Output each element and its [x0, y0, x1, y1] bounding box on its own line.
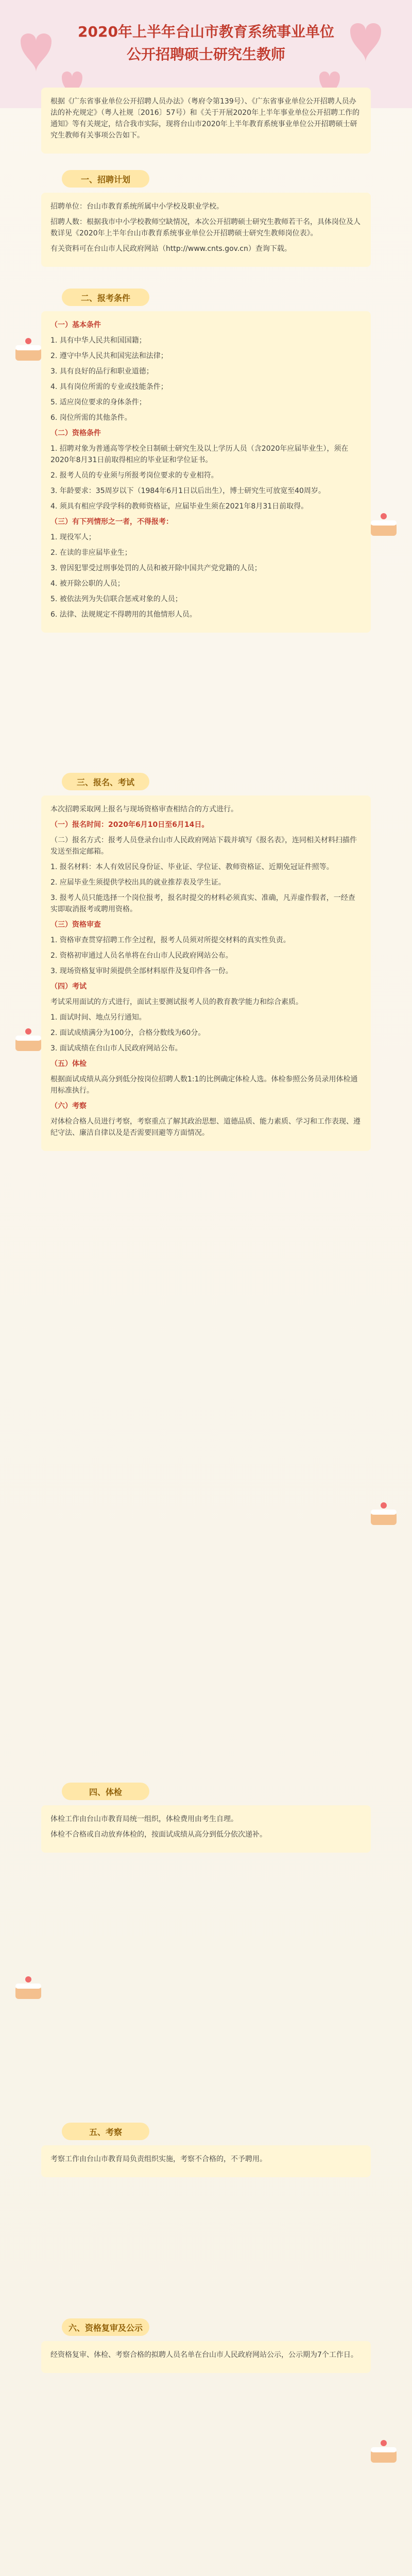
cake-icon [10, 1020, 46, 1056]
s2-line-3: 2. 遵守中华人民共和国宪法和法律； [50, 352, 168, 360]
page-title [0, 21, 412, 66]
section-1-card [41, 193, 371, 267]
intro-card [41, 88, 371, 154]
s1-line-3: 有关资料可在台山市人民政府网站（http://www.cnts.gov.cn）查询下载。 [50, 245, 291, 253]
s3-line-3: （二）报名方式：报考人员登录台山市人民政府网站下载并填写《报名表》，连同相关材料扫描件发送至指定邮箱。 [50, 836, 357, 856]
s3-line-6: 3. 报考人员只能选择一个岗位报考，报名时提交的材料必须真实、准确，凡弄虚作假者，一经查实即取消报考或聘用资格。 [50, 894, 355, 913]
s2-line-11: 3. 年龄要求：35周岁以下（1984年6月1日以后出生），博士研究生可放宽至40周岁。 [50, 487, 325, 495]
s5-line-1: 考察工作由台山市教育局负责组织实施，考察不合格的，不予聘用。 [50, 2155, 267, 2163]
section-4-tag: 四、体检 [62, 1783, 149, 1800]
s3-line-11: （四）考试 [50, 982, 87, 991]
s2-line-15: 2. 在读的非应届毕业生； [50, 549, 132, 557]
s3-line-8: 1. 资格审查贯穿招聘工作全过程，报考人员须对所提交材料的真实性负责。 [50, 936, 290, 944]
section-2-tag: 二、报考条件 [62, 289, 149, 306]
s3-line-19: 对体检合格人员进行考察，考察重点了解其政治思想、道德品质、能力素质、学习和工作表现、遵纪守法、廉洁自律以及是否需要回避等方面情况。 [50, 1117, 360, 1137]
section-3-tag: 三、报名、考试 [62, 773, 149, 790]
s1-line-1: 招聘单位：台山市教育系统所属中小学校及职业学校。 [50, 202, 224, 211]
s6-line-1: 经资格复审、体检、考察合格的拟聘人员名单在台山市人民政府网站公示，公示期为7个工作日。 [50, 2351, 358, 2359]
s2-line-5: 4. 具有岗位所需的专业或技能条件； [50, 383, 168, 391]
s3-line-12: 考试采用面试的方式进行，面试主要测试报考人员的教育教学能力和综合素质。 [50, 998, 303, 1006]
s2-line-16: 3. 曾因犯罪受过刑事处罚的人员和被开除中国共产党党籍的人员； [50, 564, 262, 572]
s2-line-10: 2. 报考人员的专业须与所报考岗位要求的专业相符。 [50, 471, 218, 480]
s2-line-8: （二）资格条件 [50, 429, 101, 437]
s3-line-10: 3. 现场资格复审时须提供全部材料原件及复印件各一份。 [50, 967, 233, 975]
title-line-2: 公开招聘硕士研究生教师 [126, 46, 285, 63]
cake-icon [10, 1968, 46, 2004]
s2-line-2: 1. 具有中华人民共和国国籍； [50, 336, 146, 345]
section-6-card [41, 2341, 371, 2373]
s3-line-9: 2. 资格初审通过人员名单将在台山市人民政府网站公布。 [50, 952, 233, 960]
cake-icon [366, 505, 402, 541]
s2-line-19: 6. 法律、法规规定不得聘用的其他情形人员。 [50, 611, 197, 619]
cake-icon [366, 2432, 402, 2468]
s3-line-14: 2. 面试成绩满分为100分，合格分数线为60分。 [50, 1029, 205, 1037]
s4-line-1: 体检工作由台山市教育局统一组织，体检费用由考生自理。 [50, 1815, 238, 1823]
section-6-tag: 六、资格复审及公示 [62, 2318, 149, 2336]
s2-line-12: 4. 须具有相应学段学科的教师资格证，应届毕业生须在2021年8月31日前取得。 [50, 502, 308, 511]
section-5-card [41, 2145, 371, 2177]
s3-line-1: 本次招聘采取网上报名与现场资格审查相结合的方式进行。 [50, 805, 238, 814]
s1-line-2: 招聘人数：根据我市中小学校教师空缺情况，本次公开招聘硕士研究生教师若干名，具体岗位及人数详见《2020年上半年台山市教育系统事业单位公开招聘硕士研究生教师岗位表》。 [50, 218, 360, 238]
cake-icon [10, 330, 46, 366]
s2-line-1: （一）基本条件 [50, 321, 101, 329]
s3-line-5: 2. 应届毕业生须提供学校出具的就业推荐表及学生证。 [50, 878, 226, 887]
s2-line-17: 4. 被开除公职的人员； [50, 580, 125, 588]
title-line-1: 2020年上半年台山市教育系统事业单位 [78, 23, 334, 40]
s3-line-16: （五）体检 [50, 1060, 87, 1068]
s2-line-6: 5. 适应岗位要求的身体条件； [50, 398, 146, 406]
s3-line-15: 3. 面试成绩在台山市人民政府网站公布。 [50, 1044, 182, 1053]
cake-icon [366, 1494, 402, 1530]
intro-paragraph: 根据《广东省事业单位公开招聘人员办法》（粤府令第139号）、《广东省事业单位公开招聘人员办法的补充规定》（粤人社规〔2016〕57号）和《关于开展2020年上半年事业单位公开招聘工作的通知》等有关规定，结合我市实际，现将台山市2020年上半年教育系统事业单位公开招聘硕士研究生教师有关事项公告如下。 [50, 97, 360, 140]
section-1-tag: 一、招聘计划 [62, 170, 149, 188]
section-2-card [41, 311, 371, 633]
s2-line-18: 5. 被依法列为失信联合惩戒对象的人员； [50, 595, 182, 603]
s3-line-7: （三）资格审查 [50, 921, 101, 929]
section-4-card [41, 1805, 371, 1853]
s4-line-2: 体检不合格或自动放弃体检的，按面试成绩从高分到低分依次递补。 [50, 1831, 267, 1839]
section-5-tag: 五、考察 [62, 2123, 149, 2140]
s2-line-14: 1. 现役军人； [50, 533, 96, 541]
section-3-card [41, 795, 371, 1151]
s3-line-2: （一）报名时间：2020年6月10日至6月14日。 [50, 821, 209, 829]
s2-line-13: （三）有下列情形之一者，不得报考： [50, 518, 173, 526]
s3-line-4: 1. 报名材料：本人有效居民身份证、毕业证、学位证、教师资格证、近期免冠证件照等。 [50, 863, 334, 871]
s3-line-17: 根据面试成绩从高分到低分按岗位招聘人数1:1的比例确定体检人选。体检参照公务员录用体检通用标准执行。 [50, 1075, 358, 1095]
s3-line-18: （六）考察 [50, 1102, 87, 1110]
s2-line-7: 6. 岗位所需的其他条件。 [50, 414, 132, 422]
s2-line-4: 3. 具有良好的品行和职业道德； [50, 367, 153, 376]
s2-line-9: 1. 招聘对象为普通高等学校全日制硕士研究生及以上学历人员（含2020年应届毕业生），须在2020年8月31日前取得相应的毕业证和学位证书。 [50, 445, 349, 464]
s3-line-13: 1. 面试时间、地点另行通知。 [50, 1013, 146, 1022]
